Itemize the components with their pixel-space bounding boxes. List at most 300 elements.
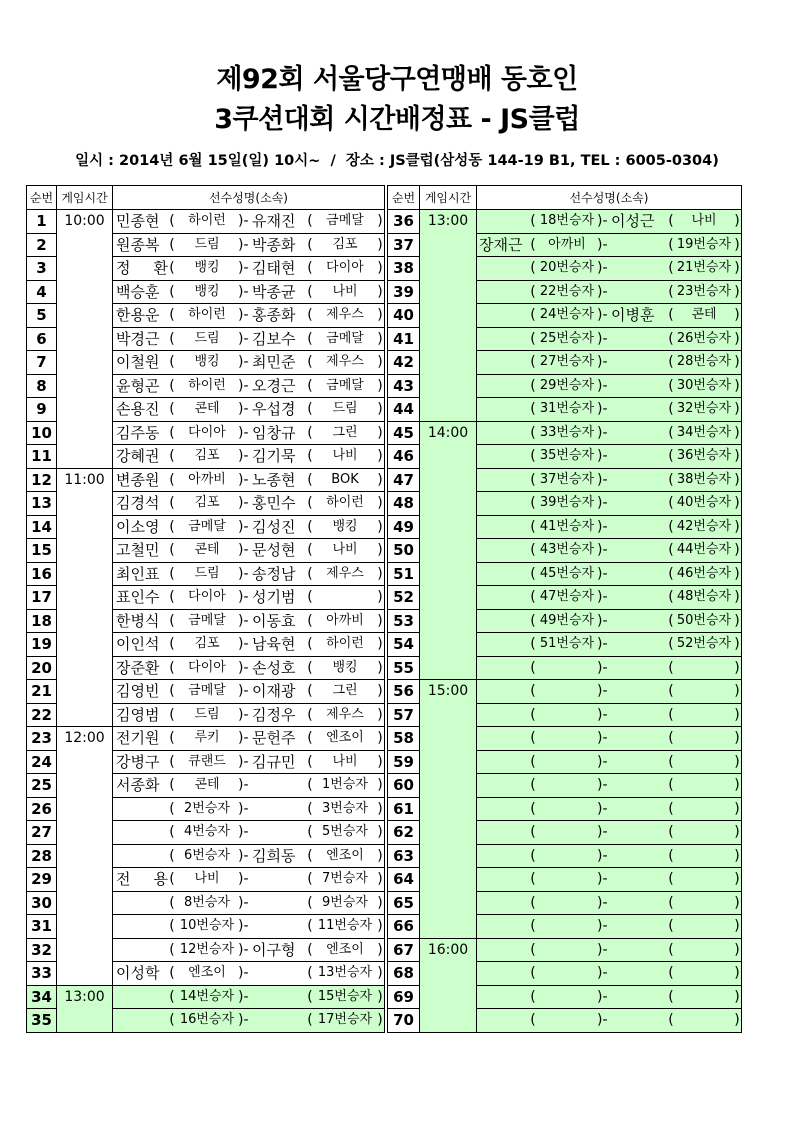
player2-club: 제우스 [326,706,364,722]
match-pairing [113,210,384,232]
pairing-separator: )- [238,894,249,911]
paren-open: ( [169,283,175,300]
paren-close: ) [734,542,740,559]
paren-open: ( [668,283,674,300]
match-number: 23 [27,727,57,751]
paren-open: ( [530,871,536,888]
match-pairing [113,939,384,961]
player1-club: 김포 [194,448,220,464]
player2-club: 46번승자 [676,565,732,581]
player2-name: 박종화 [252,235,296,254]
player2-name: 김희동 [252,846,296,865]
paren-open: ( [530,471,536,488]
pairing-separator: )- [238,918,249,935]
pairing-separator: )- [597,518,608,535]
match-pairing [113,351,384,373]
match-pairing-cell [113,515,385,539]
match-number: 66 [388,915,420,939]
player1-name: 장준환 [116,658,160,677]
player2-name: 우섭경 [252,400,296,419]
match-pairing [113,962,384,984]
match-pairing-cell [477,609,742,633]
paren-open: ( [668,800,674,817]
pairing-separator: )- [597,871,608,888]
paren-close: ) [377,471,383,488]
player2-club: 1번승자 [322,777,368,793]
paren-close: ) [734,636,740,653]
match-pairing [113,845,384,867]
match-pairing-cell [477,539,742,563]
pairing-separator: )- [597,636,608,653]
player1-club: 드림 [194,236,220,252]
player2-name: 손성호 [252,658,296,677]
paren-open: ( [307,824,313,841]
match-number: 60 [388,774,420,798]
paren-open: ( [668,824,674,841]
pairing-separator: )- [597,354,608,371]
player2-name: 이재광 [252,682,296,701]
player2-club: 콘테 [691,307,717,323]
player1-club: 뱅킹 [194,354,220,370]
player2-name: 박종균 [252,282,296,301]
match-pairing [477,469,741,491]
player2-name: 이구형 [252,940,296,959]
player1-name: 한용운 [116,306,160,325]
player1-club: 24번승자 [539,307,595,323]
match-pairing-cell [477,985,742,1009]
match-pairing [113,1009,384,1031]
match-pairing [113,727,384,749]
match-number: 5 [27,304,57,328]
pairing-separator: )- [238,659,249,676]
player2-club: 34번승자 [676,424,732,440]
match-number: 35 [27,1009,57,1033]
paren-open: ( [530,354,536,371]
match-pairing-cell [477,327,742,351]
match-pairing [113,657,384,679]
schedule-row [27,468,385,492]
player1-club: 43번승자 [539,542,595,558]
player1-club: 2번승자 [184,800,230,816]
game-time: 14:00 [427,424,469,441]
player2-club: 금메달 [326,377,364,393]
player1-club: 큐랜드 [188,753,226,769]
header-number: 순번 [388,186,420,210]
pairing-separator: )- [597,659,608,676]
paren-close: ) [734,800,740,817]
match-pairing [477,892,741,914]
match-pairing-cell [113,774,385,798]
pairing-separator: )- [597,777,608,794]
player2-club: 3번승자 [322,800,368,816]
header-row [388,186,742,210]
paren-close: ) [377,659,383,676]
player2-name: 김정우 [252,705,296,724]
paren-open: ( [307,683,313,700]
schedule-row [388,421,742,445]
player1-club: 35번승자 [539,448,595,464]
player1-club: 45번승자 [539,565,595,581]
paren-open: ( [307,401,313,418]
match-pairing-cell [477,398,742,422]
paren-open: ( [169,565,175,582]
paren-close: ) [377,988,383,1005]
match-pairing-cell [113,938,385,962]
paren-open: ( [530,824,536,841]
player2-club: 아까비 [326,612,364,628]
paren-close: ) [377,777,383,794]
paren-open: ( [169,518,175,535]
player1-club: 김포 [194,636,220,652]
player2-club: 13번승자 [317,965,373,981]
player2-club: 23번승자 [676,283,732,299]
match-pairing-cell [113,398,385,422]
match-pairing [113,234,384,256]
match-pairing [477,774,741,796]
paren-open: ( [169,612,175,629]
match-pairing-cell [113,821,385,845]
paren-close: ) [734,377,740,394]
paren-open: ( [307,589,313,606]
match-pairing-cell [113,680,385,704]
pairing-separator: )- [238,777,249,794]
schedule-row [388,680,742,704]
match-number: 33 [27,962,57,986]
paren-close: ) [377,283,383,300]
player2-club: 7번승자 [322,871,368,887]
match-pairing [113,586,384,608]
match-number: 39 [388,280,420,304]
player1-name: 윤형곤 [116,376,160,395]
paren-open: ( [169,800,175,817]
player1-club: 금메달 [188,612,226,628]
player1-name: 박경근 [116,329,160,348]
paren-open: ( [307,847,313,864]
pairing-separator: )- [597,401,608,418]
match-pairing-cell [477,915,742,939]
paren-close: ) [377,495,383,512]
paren-open: ( [668,871,674,888]
player1-name: 김경석 [116,494,160,513]
pairing-separator: )- [238,871,249,888]
player1-name: 김영빈 [116,682,160,701]
match-number: 24 [27,750,57,774]
player1-club: 51번승자 [539,636,595,652]
paren-open: ( [668,659,674,676]
match-pairing-cell [113,915,385,939]
game-time-cell [420,210,477,422]
paren-open: ( [307,965,313,982]
match-pairing-cell [113,844,385,868]
game-time: 16:00 [427,941,469,958]
player1-club: 6번승자 [184,847,230,863]
paren-open: ( [307,706,313,723]
document-title: 제92회 서울당구연맹배 동호인 [216,64,578,95]
match-pairing-cell [477,351,742,375]
match-pairing [477,657,741,679]
paren-close: ) [377,401,383,418]
paren-open: ( [530,636,536,653]
match-pairing-cell [477,821,742,845]
header-game-time: 게임시간 [57,186,113,210]
match-number: 14 [27,515,57,539]
paren-close: ) [734,565,740,582]
player2-club: 하이런 [326,636,364,652]
match-pairing [477,633,741,655]
paren-open: ( [530,1012,536,1029]
pairing-separator: )- [597,753,608,770]
paren-close: ) [734,730,740,747]
pairing-separator: )- [238,448,249,465]
player2-name: 김태현 [252,259,296,278]
paren-close: ) [734,1012,740,1029]
player1-club: 김포 [194,495,220,511]
paren-open: ( [307,448,313,465]
match-pairing-cell [113,351,385,375]
paren-close: ) [734,847,740,864]
paren-open: ( [668,1012,674,1029]
match-pairing-cell [477,468,742,492]
player1-club: 금메달 [188,518,226,534]
match-number: 31 [27,915,57,939]
pairing-separator: )- [597,330,608,347]
paren-open: ( [307,213,313,230]
paren-close: ) [377,377,383,394]
paren-open: ( [169,236,175,253]
match-pairing [477,727,741,749]
match-pairing-cell [113,727,385,751]
paren-close: ) [377,354,383,371]
player1-name: 강혜권 [116,447,160,466]
player2-club: 금메달 [326,213,364,229]
paren-close: ) [734,612,740,629]
player1-club: 콘테 [194,777,220,793]
game-time-cell [57,985,113,1032]
match-number: 37 [388,233,420,257]
match-pairing-cell [113,327,385,351]
paren-open: ( [307,260,313,277]
pairing-separator: )- [597,424,608,441]
paren-close: ) [734,424,740,441]
player1-name: 원종복 [116,235,160,254]
paren-open: ( [530,589,536,606]
match-number: 54 [388,633,420,657]
match-number: 3 [27,257,57,281]
pairing-separator: )- [597,213,608,230]
paren-close: ) [734,448,740,465]
match-number: 47 [388,468,420,492]
match-number: 1 [27,210,57,234]
paren-open: ( [169,636,175,653]
match-number: 61 [388,797,420,821]
paren-open: ( [307,518,313,535]
paren-open: ( [307,659,313,676]
match-pairing-cell [477,562,742,586]
player1-club: 콘테 [194,542,220,558]
paren-close: ) [734,401,740,418]
player1-club: 다이아 [188,424,226,440]
pairing-separator: )- [238,401,249,418]
match-number: 42 [388,351,420,375]
paren-close: ) [734,824,740,841]
paren-open: ( [530,988,536,1005]
player1-name: 이인석 [116,635,160,654]
paren-open: ( [169,307,175,324]
paren-open: ( [530,236,536,253]
paren-close: ) [734,283,740,300]
match-pairing-cell [477,280,742,304]
player2-club: 30번승자 [676,377,732,393]
paren-open: ( [530,330,536,347]
paren-open: ( [307,542,313,559]
match-number: 45 [388,421,420,445]
left-schedule-table [26,185,385,1033]
match-number: 59 [388,750,420,774]
pairing-separator: )- [238,800,249,817]
player1-club: 47번승자 [539,589,595,605]
player1-club: 20번승자 [539,260,595,276]
player1-club: 뱅킹 [194,283,220,299]
player1-club: 16번승자 [179,1012,235,1028]
player1-club: 금메달 [188,683,226,699]
paren-close: ) [377,424,383,441]
match-pairing-cell [113,233,385,257]
match-number: 26 [27,797,57,821]
match-pairing-cell [477,797,742,821]
match-number: 58 [388,727,420,751]
pairing-separator: )- [597,1012,608,1029]
schedule-row [27,985,385,1009]
player2-club: 9번승자 [322,894,368,910]
pairing-separator: )- [597,706,608,723]
pairing-separator: )- [238,988,249,1005]
paren-open: ( [307,988,313,1005]
pairing-separator: )- [238,824,249,841]
pairing-separator: )- [597,941,608,958]
pairing-separator: )- [597,448,608,465]
paren-open: ( [307,330,313,347]
paren-open: ( [307,377,313,394]
match-pairing-cell [113,656,385,680]
paren-open: ( [530,683,536,700]
player2-name: 성기범 [252,588,296,607]
match-pairing-cell [113,539,385,563]
match-pairing [113,304,384,326]
match-pairing [113,398,384,420]
match-pairing [477,257,741,279]
paren-open: ( [668,542,674,559]
paren-close: ) [377,307,383,324]
player2-club: BOK [331,471,359,487]
paren-open: ( [169,377,175,394]
match-number: 22 [27,703,57,727]
match-pairing [477,1009,741,1031]
match-pairing-cell [113,562,385,586]
match-pairing [113,422,384,444]
player1-name: 민종현 [116,212,160,231]
player1-name: 정 환 [116,259,168,278]
match-number: 16 [27,562,57,586]
paren-close: ) [377,636,383,653]
player1-name: 김주동 [116,423,160,442]
paren-open: ( [169,448,175,465]
player2-club: 뱅킹 [332,659,358,675]
pairing-separator: )- [597,965,608,982]
pairing-separator: )- [238,730,249,747]
paren-close: ) [377,683,383,700]
match-pairing-cell [477,656,742,680]
match-pairing [477,586,741,608]
match-number: 32 [27,938,57,962]
player1-club: 4번승자 [184,824,230,840]
paren-open: ( [668,589,674,606]
match-pairing [113,986,384,1008]
pairing-separator: )- [597,589,608,606]
paren-close: ) [377,847,383,864]
player1-club: 10번승자 [179,918,235,934]
player2-club: 17번승자 [317,1012,373,1028]
match-pairing [477,539,741,561]
player1-club: 39번승자 [539,495,595,511]
player1-club: 드림 [194,706,220,722]
match-pairing-cell [477,633,742,657]
player2-club: 나비 [332,753,358,769]
pairing-separator: )- [238,518,249,535]
match-pairing-cell [113,280,385,304]
match-number: 69 [388,985,420,1009]
paren-open: ( [668,965,674,982]
match-number: 12 [27,468,57,492]
paren-open: ( [307,753,313,770]
paren-open: ( [668,847,674,864]
pairing-separator: )- [238,377,249,394]
right-schedule-table [387,185,742,1033]
player1-name: 한병식 [116,611,160,630]
player2-club: 36번승자 [676,448,732,464]
player2-club: 38번승자 [676,471,732,487]
paren-open: ( [530,659,536,676]
pairing-separator: )- [597,730,608,747]
match-pairing [113,610,384,632]
match-pairing [477,351,741,373]
game-time-cell [420,938,477,1032]
match-pairing [477,986,741,1008]
match-pairing-cell [113,797,385,821]
paren-open: ( [169,495,175,512]
player1-club: 드림 [194,330,220,346]
player2-club: 40번승자 [676,495,732,511]
player1-club: 아까비 [548,236,586,252]
pairing-separator: )- [238,941,249,958]
match-number: 55 [388,656,420,680]
match-pairing [477,868,741,890]
pairing-separator: )- [238,753,249,770]
paren-open: ( [530,260,536,277]
player1-club: 뱅킹 [194,260,220,276]
match-pairing [477,821,741,843]
match-number: 25 [27,774,57,798]
player2-name: 이성근 [611,212,655,231]
match-pairing [477,845,741,867]
paren-close: ) [734,213,740,230]
match-pairing [113,915,384,937]
match-number: 29 [27,868,57,892]
player1-club: 나비 [194,871,220,887]
game-time: 11:00 [64,471,105,488]
paren-open: ( [307,612,313,629]
player1-name: 표인수 [116,588,160,607]
match-pairing [477,704,741,726]
